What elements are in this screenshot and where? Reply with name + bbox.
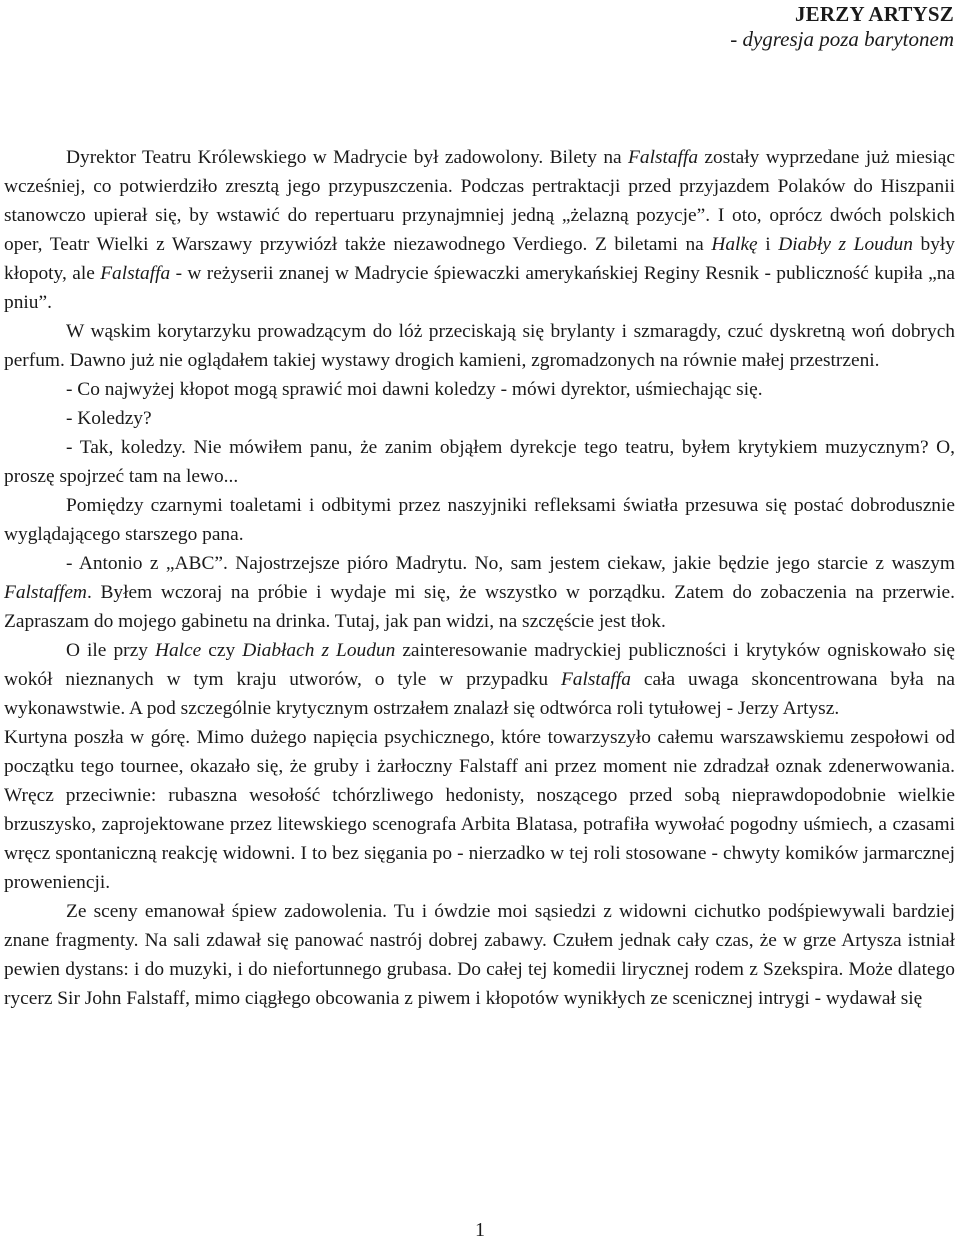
paragraph-text: O ile przy (66, 640, 155, 661)
paragraph (4, 375, 955, 404)
paragraph (4, 433, 955, 491)
article-subtitle: - dygresja poza barytonem (730, 27, 954, 51)
paragraph-text: - w reżyserii znanej w Madrycie śpiewaczki amerykańskiej Reginy Resnik - publiczność kupiła „na pniu”. (4, 263, 956, 313)
italic-title-text: Falstaffa (560, 669, 631, 690)
article-title: JERZY ARTYSZ (794, 2, 954, 26)
paragraph-text: - Koledzy? (66, 408, 152, 429)
italic-title-text: Halce (154, 640, 202, 661)
paragraph (4, 723, 955, 897)
paragraph-text: Pomiędzy czarnymi toaletami i odbitymi przez naszyjniki refleksami światła przesuwa się postać dobrodusznie wyglądającego starszego pana. (4, 495, 955, 545)
paragraph (4, 143, 955, 317)
paragraph-text: i (757, 234, 779, 255)
paragraph-text: Dyrektor Teatru Królewskiego w Madrycie był zadowolony. Bilety na (66, 147, 629, 168)
article-body (4, 143, 955, 1013)
paragraph-text: - Co najwyżej kłopot mogą sprawić moi dawni koledzy - mówi dyrektor, uśmiechając się. (66, 379, 763, 400)
paragraph-text: Ze sceny emanował śpiew zadowolenia. Tu i ówdzie moi sąsiedzi z widowni cichutko podśpiewywali bardziej znane fragmenty. Na sali zdawał się panować nastrój dobrej zabawy. Czułem jednak cały czas, że w grze Artysza istniał pewien dystans: i do muzyki, i do niefortunnego grubasa. Do całej tej komedii lirycznej rodem z Szekspira. Może dlatego rycerz Sir John Falstaff, mimo ciągłego obcowania z piwem i kłopotów wynikłych ze scenicznej intrygi - wydawał się (4, 901, 955, 1009)
italic-title-text: Diabły z Loudun (778, 234, 913, 255)
page-footer (0, 1218, 960, 1242)
italic-title-text: Diabłach z Loudun (242, 640, 396, 661)
paragraph-text: Kurtyna poszła w górę. Mimo dużego napięcia psychicznego, które towarzyszyło całemu warszawskiemu zespołowi od początku tego tournee, okazało się, że gruby i żarłoczny Falstaff ani przez moment nie zdradzał oznak zdenerwowania. Wręcz przeciwnie: rubaszna wesołość tchórzliwego hedonisty, noszącego przed sobą nieprawdopodobnie wielkie brzuszysko, zaprojektowane przez litewskiego scenografa Arbita Blatasa, potrafiła wywołać pogodny uśmiech, a czasami wręcz spontaniczną reakcję widowni. I to bez sięgania po - nierzadko w tej roli stosowane - chwyty komików jarmarcznej proweniencji. (4, 727, 955, 893)
paragraph-text: zainteresowanie madryckiej publiczności i krytyków ogniskowało się wokół nieznanych w tym kraju utworów, o tyle w przypadku (4, 640, 956, 690)
paragraph-text: W wąskim korytarzyku prowadzącym do lóż przeciskają się brylanty i szmaragdy, czuć dyskretną woń dobrych perfum. Dawno już nie oglądałem takiej wystawy drogich kamieni, zgromadzonych na równie małej przestrzeni. (4, 321, 955, 371)
paragraph (4, 897, 955, 1013)
paragraph-text: - Antonio z „ABC”. Najostrzejsze pióro Madrytu. No, sam jestem ciekaw, jakie będzie jego starcie z waszym (66, 553, 955, 574)
italic-title-text: Falstaffa (628, 147, 699, 168)
article-header (354, 2, 954, 52)
page-number: 1 (475, 1219, 485, 1241)
paragraph-text: - Tak, koledzy. Nie mówiłem panu, że zanim objąłem dyrekcje tego teatru, byłem krytykiem muzycznym? O, proszę spojrzeć tam na lewo... (4, 437, 955, 487)
paragraph-text: czy (201, 640, 243, 661)
italic-title-text: Falstaffa (100, 263, 171, 284)
paragraph (4, 317, 955, 375)
paragraph-text: zostały wyprzedane już miesiąc wcześniej, co potwierdziło zresztą jego przypuszczenia. Podczas pertraktacji przed przyjazdem Polaków do Hiszpanii stanowczo upierał się, by wstawić do repertuaru przynajmniej jedną „żelazną pozycje”. I oto, oprócz dwóch polskich oper, Teatr Wielki z Warszawy przywiózł także niezawodnego Verdiego. Z biletami na (4, 147, 955, 255)
italic-title-text: Halkę (711, 234, 758, 255)
paragraph-text: cała uwaga skoncentrowana była na wykonawstwie. A pod szczególnie krytycznym ostrzałem znalazł się odtwórca roli tytułowej - Jerzy Artysz. (4, 669, 955, 719)
paragraph (4, 636, 955, 723)
paragraph (4, 549, 955, 636)
paragraph (4, 404, 955, 433)
italic-title-text: Falstaffem (4, 582, 87, 603)
paragraph-text: . Byłem wczoraj na próbie i wydaje mi się, że wszystko w porządku. Zatem do zobaczenia na przerwie. Zapraszam do mojego gabinetu na drinka. Tutaj, jak pan widzi, na szczęście jest tłok. (4, 582, 955, 632)
paragraph (4, 491, 955, 549)
paragraph-text: były kłopoty, ale (4, 234, 955, 284)
